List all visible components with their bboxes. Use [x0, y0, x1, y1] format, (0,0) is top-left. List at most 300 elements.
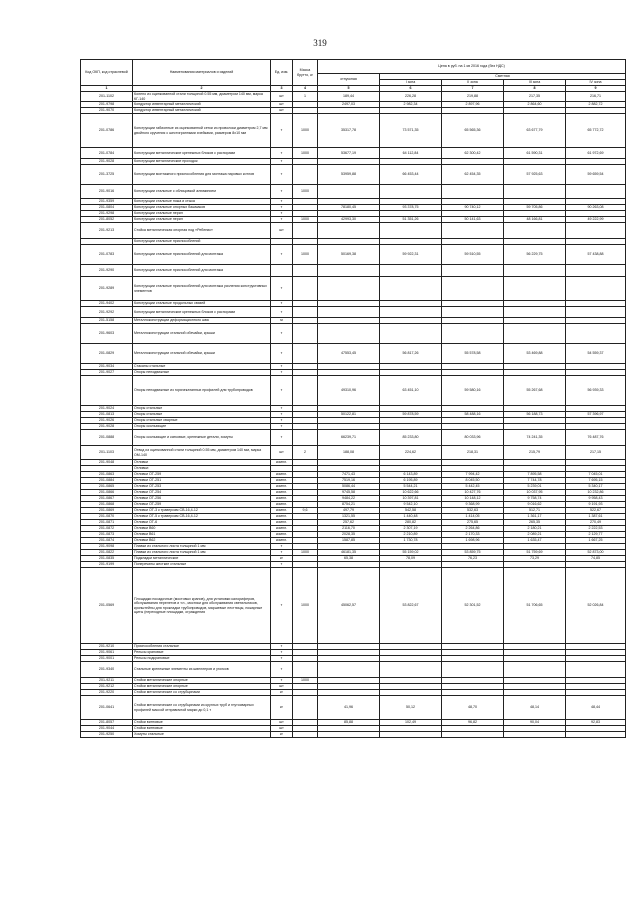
cell-code: 201-9340: [81, 662, 133, 678]
cell-code: 201-0868: [81, 502, 133, 508]
cell-unit: т: [271, 301, 293, 307]
cell-zone-2-price: [442, 662, 504, 678]
cell-zone-2-price: 59 510,55: [442, 245, 504, 265]
cell-zone-4-price: 56 939,33: [566, 376, 626, 406]
table-row: [81, 92, 626, 102]
cell-unit: т: [271, 544, 293, 550]
cell-unit: кг: [271, 696, 293, 720]
cell-zone-3-price: 215,79: [504, 446, 566, 460]
cell-code: 201-0783: [81, 245, 133, 265]
cell-name: Отливки ОТ-3 к траверсам СВ-16,4-12: [133, 508, 271, 514]
cell-name: Опоры стальные: [133, 412, 271, 418]
cell-name: Металлоконструкции стальной обечайки, крыши: [133, 324, 271, 344]
cell-name: Отливки ОТ-254: [133, 490, 271, 496]
cell-unit: т: [271, 376, 293, 406]
cell-name: Отливки ОТ-259: [133, 502, 271, 508]
cell-zone-1-price: 5 544,21: [380, 484, 442, 490]
cell-name: Конструкции монтажного приспособления для монтажа паровых котлов: [133, 165, 271, 185]
cell-unit: компл.: [271, 532, 293, 538]
cell-zone-2-price: 7 994,42: [442, 472, 504, 478]
cell-release-price: 7519,16: [318, 478, 380, 484]
cell-unit: т: [271, 324, 293, 344]
cell-zone-2-price: 9 368,99: [442, 502, 504, 508]
cell-release-price: 53677,19: [318, 148, 380, 159]
cell-code: 201-9028: [81, 424, 133, 430]
table-row: [81, 245, 626, 265]
cell-zone-1-price: [380, 307, 442, 318]
cell-zone-2-price: [442, 732, 504, 738]
table-row: [81, 732, 626, 738]
cell-release-price: [318, 185, 380, 199]
cell-zone-3-price: 9 016,62: [504, 502, 566, 508]
cell-zone-4-price: 9 958,43: [566, 496, 626, 502]
cell-zone-3-price: 1 635,47: [504, 538, 566, 544]
cell-mass: 2: [293, 446, 318, 460]
cell-mass: [293, 430, 318, 446]
cell-zone-1-price: 2 210,89: [380, 532, 442, 538]
cell-zone-2-price: 10 427,76: [442, 490, 504, 496]
cell-release-price: 45062,57: [318, 568, 380, 644]
cell-release-price: 9484,22: [318, 496, 380, 502]
cell-zone-1-price: [380, 185, 442, 199]
cell-zone-2-price: 50 141,63: [442, 217, 504, 223]
cell-zone-3-price: [504, 223, 566, 239]
cell-zone-2-price: 62 454,35: [442, 165, 504, 185]
column-number: 8: [504, 86, 566, 92]
cell-name: Стойки металлические со струбцинами из круглых труб и гнутосварных профилей массой отправочной марки до 0,1 т: [133, 696, 271, 720]
cell-zone-1-price: 66 453,44: [380, 165, 442, 185]
cell-code: 201-9290: [81, 265, 133, 277]
cell-name: Стойки металлические со струбцинами: [133, 690, 271, 696]
column-number: 9: [566, 86, 626, 92]
cell-zone-3-price: 57 925,63: [504, 165, 566, 185]
cell-name: Поперечины жесткие стальные: [133, 562, 271, 568]
cell-zone-1-price: 78,09: [380, 556, 442, 562]
cell-zone-4-price: 522,67: [566, 508, 626, 514]
cell-unit: т: [271, 217, 293, 223]
header-zone-1: I зона: [380, 80, 442, 86]
cell-release-price: 47553,45: [318, 344, 380, 364]
cell-zone-2-price: 65 565,36: [442, 114, 504, 148]
cell-zone-3-price: [504, 185, 566, 199]
cell-zone-2-price: 58 488,16: [442, 412, 504, 418]
cell-zone-1-price: [380, 277, 442, 301]
cell-zone-3-price: 74 241,35: [504, 430, 566, 446]
cell-zone-4-price: 7 045,01: [566, 472, 626, 478]
cell-zone-4-price: 2 129,77: [566, 532, 626, 538]
cell-release-price: [318, 223, 380, 239]
cell-zone-1-price: 102,49: [380, 720, 442, 726]
cell-release-price: 1321,55: [318, 514, 380, 520]
cell-zone-4-price: 1 387,61: [566, 514, 626, 520]
cell-name: Кондуктор инвентарный металлический: [133, 102, 271, 108]
cell-code: 201-9028: [81, 159, 133, 165]
cell-mass: [293, 662, 318, 678]
cell-zone-1-price: [380, 324, 442, 344]
cell-code: 201-9212: [81, 684, 133, 690]
cell-zone-4-price: 52 873,00: [566, 550, 626, 556]
cell-zone-3-price: [504, 662, 566, 678]
cell-zone-2-price: 76,23: [442, 556, 504, 562]
cell-release-price: 65,38: [318, 556, 380, 562]
cell-unit: т: [271, 364, 293, 370]
cell-release-price: 66239,71: [318, 430, 380, 446]
cell-zone-3-price: 7 744,78: [504, 478, 566, 484]
cell-mass: 1000: [293, 245, 318, 265]
cell-zone-4-price: [566, 277, 626, 301]
cell-name: Отливки В61: [133, 532, 271, 538]
cell-code: 201-9603: [81, 324, 133, 344]
cell-zone-3-price: 265,35: [504, 520, 566, 526]
cell-release-price: 8754,21: [318, 502, 380, 508]
cell-mass: [293, 223, 318, 239]
cell-unit: т: [271, 148, 293, 159]
cell-zone-2-price: [442, 185, 504, 199]
cell-release-price: [318, 732, 380, 738]
cell-name: Плавки из стального листа толщиной 1 мм: [133, 544, 271, 550]
cell-zone-2-price: [442, 265, 504, 277]
cell-name: Конструкции стальные опорных башмаков: [133, 205, 271, 211]
cell-zone-2-price: 62 300,42: [442, 148, 504, 159]
cell-name: Опоры неподвижные из горячекатанных профилей для трубопроводов: [133, 376, 271, 406]
cell-code: 201-9024: [81, 406, 133, 412]
cell-code: 201-9213: [81, 223, 133, 239]
cell-zone-4-price: [566, 324, 626, 344]
cell-unit: шт: [271, 726, 293, 732]
cell-name: Металлоконструкции деформационного шва: [133, 318, 271, 324]
cell-code: 201-0884: [81, 478, 133, 484]
cell-release-price: 50122,81: [318, 412, 380, 418]
cell-zone-1-price: [380, 662, 442, 678]
cell-zone-4-price: 76 487,76: [566, 430, 626, 446]
cell-unit: т: [271, 406, 293, 412]
cell-code: 201-9289: [81, 277, 133, 301]
cell-zone-4-price: 65 772,72: [566, 114, 626, 148]
cell-mass: [293, 732, 318, 738]
cell-zone-4-price: 48,44: [566, 696, 626, 720]
cell-code: 201-0888: [81, 430, 133, 446]
cell-zone-1-price: 224,62: [380, 446, 442, 460]
cell-zone-2-price: 275,65: [442, 520, 504, 526]
cell-name: Конструкции стальные приспособлений для монтажа: [133, 245, 271, 265]
cell-unit: кг: [271, 690, 293, 696]
cell-zone-1-price: 1 440,48: [380, 514, 442, 520]
cell-code: 201-0835: [81, 556, 133, 562]
cell-unit: т: [271, 165, 293, 185]
cell-zone-1-price: 59 878,59: [380, 412, 442, 418]
cell-unit: кг: [271, 732, 293, 738]
cell-code: 201-9044: [81, 726, 133, 732]
cell-zone-2-price: 48,70: [442, 696, 504, 720]
cell-name: Металлоконструкции стальной обечайки, крыши: [133, 344, 271, 364]
cell-mass: [293, 376, 318, 406]
cell-unit: т: [271, 199, 293, 205]
cell-code: 201-9098: [81, 544, 133, 550]
header-name: Наименования материалов и изделий: [133, 60, 271, 86]
header-zone-3: III зона: [504, 80, 566, 86]
cell-name: Отливки В60: [133, 526, 271, 532]
table-row: [81, 568, 626, 644]
cell-unit: т: [271, 550, 293, 556]
cell-release-price: 46181,35: [318, 550, 380, 556]
cell-zone-1-price: [380, 732, 442, 738]
header-unit: Ед. изм.: [271, 60, 293, 86]
cell-release-price: 35317,78: [318, 114, 380, 148]
cell-zone-1-price: 280,82: [380, 520, 442, 526]
table-row: [81, 307, 626, 318]
cell-zone-3-price: 61 590,31: [504, 148, 566, 159]
cell-name: Приспособления стальные: [133, 644, 271, 650]
cell-code: 201-9292: [81, 307, 133, 318]
header-code: Код ОКП, код отраслевой: [81, 60, 133, 86]
cell-zone-1-price: 10 622,66: [380, 490, 442, 496]
cell-zone-1-price: 9 542,10: [380, 502, 442, 508]
cell-name: Конструкции стальные перил: [133, 217, 271, 223]
cell-code: 201-9016: [81, 185, 133, 199]
cell-unit: т: [271, 562, 293, 568]
cell-zone-4-price: 59 659,54: [566, 165, 626, 185]
cell-code: 201-1103: [81, 446, 133, 460]
cell-zone-3-price: 2 864,60: [504, 102, 566, 108]
table-row: [81, 277, 626, 301]
cell-code: 201-0870: [81, 514, 133, 520]
cell-zone-4-price: 270,49: [566, 520, 626, 526]
cell-name: Стойка металлическая опорная под «Ребеник»: [133, 223, 271, 239]
cell-zone-3-price: [504, 732, 566, 738]
cell-zone-4-price: [566, 732, 626, 738]
cell-name: Колено из оцинкованной стали толщиной 0.55 мм, диаметром 140 мм, марка КГ-140: [133, 92, 271, 102]
cell-code: 201-0874: [81, 538, 133, 544]
cell-unit: т: [271, 430, 293, 446]
cell-name: Конструкции стальные приспособлений для монтажа: [133, 265, 271, 277]
cell-mass: [293, 344, 318, 364]
cell-code: 201-9798: [81, 102, 133, 108]
cell-name: Кондуктор инвентарный металлический: [133, 108, 271, 114]
cell-name: Стойки винтовые: [133, 726, 271, 732]
cell-mass: [293, 324, 318, 344]
cell-unit: т: [271, 307, 293, 318]
cell-code: 201-0869: [81, 508, 133, 514]
cell-unit: т: [271, 418, 293, 424]
table-row: [81, 165, 626, 185]
cell-zone-2-price: 52 301,52: [442, 568, 504, 644]
table-row: [81, 662, 626, 678]
cell-zone-1-price: 10 397,81: [380, 496, 442, 502]
cell-zone-1-price: 93 378,75: [380, 205, 442, 211]
cell-zone-3-price: 9 758,74: [504, 496, 566, 502]
cell-name: Стаканы стальные: [133, 364, 271, 370]
cell-zone-4-price: [566, 185, 626, 199]
cell-release-price: 497,79: [318, 508, 380, 514]
cell-name: Стойки металлические опорные: [133, 678, 271, 684]
cell-code: 201-9048: [81, 460, 133, 466]
cell-name: Опоры скользящие и катковые, крепежные детали, хомуты: [133, 430, 271, 446]
cell-release-price: 257,62: [318, 520, 380, 526]
cell-code: 201-0872: [81, 526, 133, 532]
cell-name: Отливки ОТ-253: [133, 484, 271, 490]
cell-zone-2-price: 219,88: [442, 92, 504, 102]
cell-unit: т: [271, 205, 293, 211]
cell-zone-2-price: 2 170,33: [442, 532, 504, 538]
table-row: [81, 324, 626, 344]
cell-zone-2-price: 2 897,96: [442, 102, 504, 108]
page-number: 319: [313, 38, 327, 48]
cell-release-price: 7471,43: [318, 472, 380, 478]
cell-unit: компл.: [271, 478, 293, 484]
cell-zone-3-price: 48,14: [504, 696, 566, 720]
column-number: 1: [81, 86, 133, 92]
cell-zone-1-price: 2 982,34: [380, 102, 442, 108]
header-zone-4: IV зона: [566, 80, 626, 86]
cell-release-price: 189,44: [318, 92, 380, 102]
cell-unit: шт: [271, 108, 293, 114]
cell-zone-3-price: 7 895,58: [504, 472, 566, 478]
table-body: [81, 92, 626, 738]
cell-unit: т: [271, 644, 293, 650]
cell-code: 201-9070: [81, 108, 133, 114]
cell-zone-1-price: 64 112,84: [380, 148, 442, 159]
cell-unit: м: [271, 318, 293, 324]
table-row: [81, 446, 626, 460]
cell-code: 201-0873: [81, 532, 133, 538]
cell-name: Конструкции габионные из оцинкованной сетки из проволоки диаметром 2,7 мм двойного кручения с шестигранными ячейками, размером 8х10 мм: [133, 114, 271, 148]
cell-name: Подкладки металлические: [133, 556, 271, 562]
cell-code: 201-0822: [81, 550, 133, 556]
cell-release-price: 1587,85: [318, 538, 380, 544]
cell-name: Конструкции стальные ножа и стыка: [133, 199, 271, 205]
cell-zone-3-price: 10 037,95: [504, 490, 566, 496]
cell-zone-4-price: 90 263,08: [566, 205, 626, 211]
cell-unit: компл.: [271, 508, 293, 514]
cell-release-price: 9745,58: [318, 490, 380, 496]
cell-unit: т: [271, 245, 293, 265]
cell-zone-1-price: 55 159,02: [380, 550, 442, 556]
cell-code: 201-8057: [81, 720, 133, 726]
cell-zone-2-price: 10 148,12: [442, 496, 504, 502]
header-estimate: Сметная: [380, 74, 626, 80]
cell-name: Конструкции стальные с облицовкой алюминием: [133, 185, 271, 199]
cell-zone-2-price: 2 264,86: [442, 526, 504, 532]
cell-zone-3-price: [504, 265, 566, 277]
cell-unit: компл.: [271, 460, 293, 466]
cell-code: 201-9027: [81, 370, 133, 376]
cell-name: Конструкции стальные приспособлений: [133, 239, 271, 245]
cell-zone-1-price: 542,58: [380, 508, 442, 514]
table-row: [81, 430, 626, 446]
cell-mass: [293, 277, 318, 301]
price-table: [80, 59, 626, 738]
cell-zone-1-price: 51 351,26: [380, 217, 442, 223]
cell-zone-4-price: 2 222,53: [566, 526, 626, 532]
cell-name: Отливки ОТ-256: [133, 496, 271, 502]
cell-unit: т: [271, 114, 293, 148]
column-number: 7: [442, 86, 504, 92]
cell-zone-2-price: 5 442,45: [442, 484, 504, 490]
cell-code: 201-9298: [81, 211, 133, 217]
column-number: 5: [318, 86, 380, 92]
cell-code: 201-0866: [81, 490, 133, 496]
cell-name: Конструкции металлические крепежных блоков с распорами: [133, 307, 271, 318]
cell-unit: т: [271, 662, 293, 678]
cell-unit: т: [271, 159, 293, 165]
cell-zone-1-price: 6 143,89: [380, 472, 442, 478]
cell-release-price: 2116,70: [318, 526, 380, 532]
cell-name: Конструкции стальные приспособлений для монтажа усиления конструктивных элементов: [133, 277, 271, 301]
cell-zone-3-price: 51 759,69: [504, 550, 566, 556]
cell-mass: 1000: [293, 148, 318, 159]
cell-release-price: 5086,44: [318, 484, 380, 490]
cell-mass: [293, 307, 318, 318]
cell-release-price: 42993,30: [318, 217, 380, 223]
cell-zone-4-price: [566, 223, 626, 239]
cell-zone-2-price: 218,31: [442, 446, 504, 460]
cell-name: Стойки винтовые: [133, 720, 271, 726]
cell-code: 201-0786: [81, 114, 133, 148]
cell-name: Отливки В62: [133, 538, 271, 544]
table-row: [81, 376, 626, 406]
cell-mass: [293, 165, 318, 185]
cell-mass: 1: [293, 92, 318, 102]
cell-code: 201-0867: [81, 496, 133, 502]
cell-unit: [271, 265, 293, 277]
cell-unit: т: [271, 656, 293, 662]
cell-unit: шт: [271, 102, 293, 108]
cell-zone-3-price: 2 180,21: [504, 526, 566, 532]
cell-zone-3-price: 2 089,21: [504, 532, 566, 538]
cell-name: Отливки ОТ-5 к траверсам СВ-16,4-12: [133, 514, 271, 520]
cell-code: 201-5158: [81, 318, 133, 324]
cell-unit: компл.: [271, 490, 293, 496]
cell-zone-2-price: 59 580,16: [442, 376, 504, 406]
cell-zone-1-price: 1 730,78: [380, 538, 442, 544]
cell-zone-2-price: 8 045,50: [442, 478, 504, 484]
cell-release-price: 41,96: [318, 696, 380, 720]
cell-zone-1-price: 2 307,19: [380, 526, 442, 532]
cell-name: Стальные крепежные элементы из швеллеров и уголков: [133, 662, 271, 678]
cell-zone-2-price: [442, 324, 504, 344]
cell-zone-4-price: 57 396,97: [566, 412, 626, 418]
cell-name: Конструкции металлические крепежных блоков с распорами: [133, 148, 271, 159]
cell-name: Площадки посадочные (мостовых кранов), для установки калориферов, обслуживания перелетов и т.п., мостики для обслуживания светильников, кронштейны для прокладки трубопроводов, маршевые лестницы, пожарные щиты (переходные площадки, ограждения: [133, 568, 271, 644]
cell-unit: кг: [271, 556, 293, 562]
column-number: 4: [293, 86, 318, 92]
cell-unit: компл.: [271, 520, 293, 526]
cell-code: 201-1102: [81, 92, 133, 102]
cell-code: 201-9199: [81, 562, 133, 568]
cell-release-price: 2028,35: [318, 532, 380, 538]
cell-zone-3-price: 48 166,81: [504, 217, 566, 223]
cell-unit: т: [271, 370, 293, 376]
cell-zone-2-price: 80 033,96: [442, 430, 504, 446]
cell-zone-2-price: 90 740,12: [442, 205, 504, 211]
cell-code: 201-9026: [81, 418, 133, 424]
cell-code: 201-9034: [81, 364, 133, 370]
cell-unit: компл.: [271, 514, 293, 520]
cell-name: Рельсы подкрановые: [133, 656, 271, 662]
cell-name: Отливки: [133, 460, 271, 466]
cell-name: Отливки ОТ-251: [133, 478, 271, 484]
cell-zone-1-price: 226,28: [380, 92, 442, 102]
column-number: 2: [133, 86, 271, 92]
cell-zone-4-price: [566, 265, 626, 277]
cell-zone-3-price: [504, 307, 566, 318]
cell-zone-2-price: [442, 223, 504, 239]
cell-zone-3-price: 217,35: [504, 92, 566, 102]
cell-unit: т: [271, 424, 293, 430]
cell-mass: 1000: [293, 568, 318, 644]
cell-mass: 1000: [293, 185, 318, 199]
cell-code: 201-9210: [81, 644, 133, 650]
